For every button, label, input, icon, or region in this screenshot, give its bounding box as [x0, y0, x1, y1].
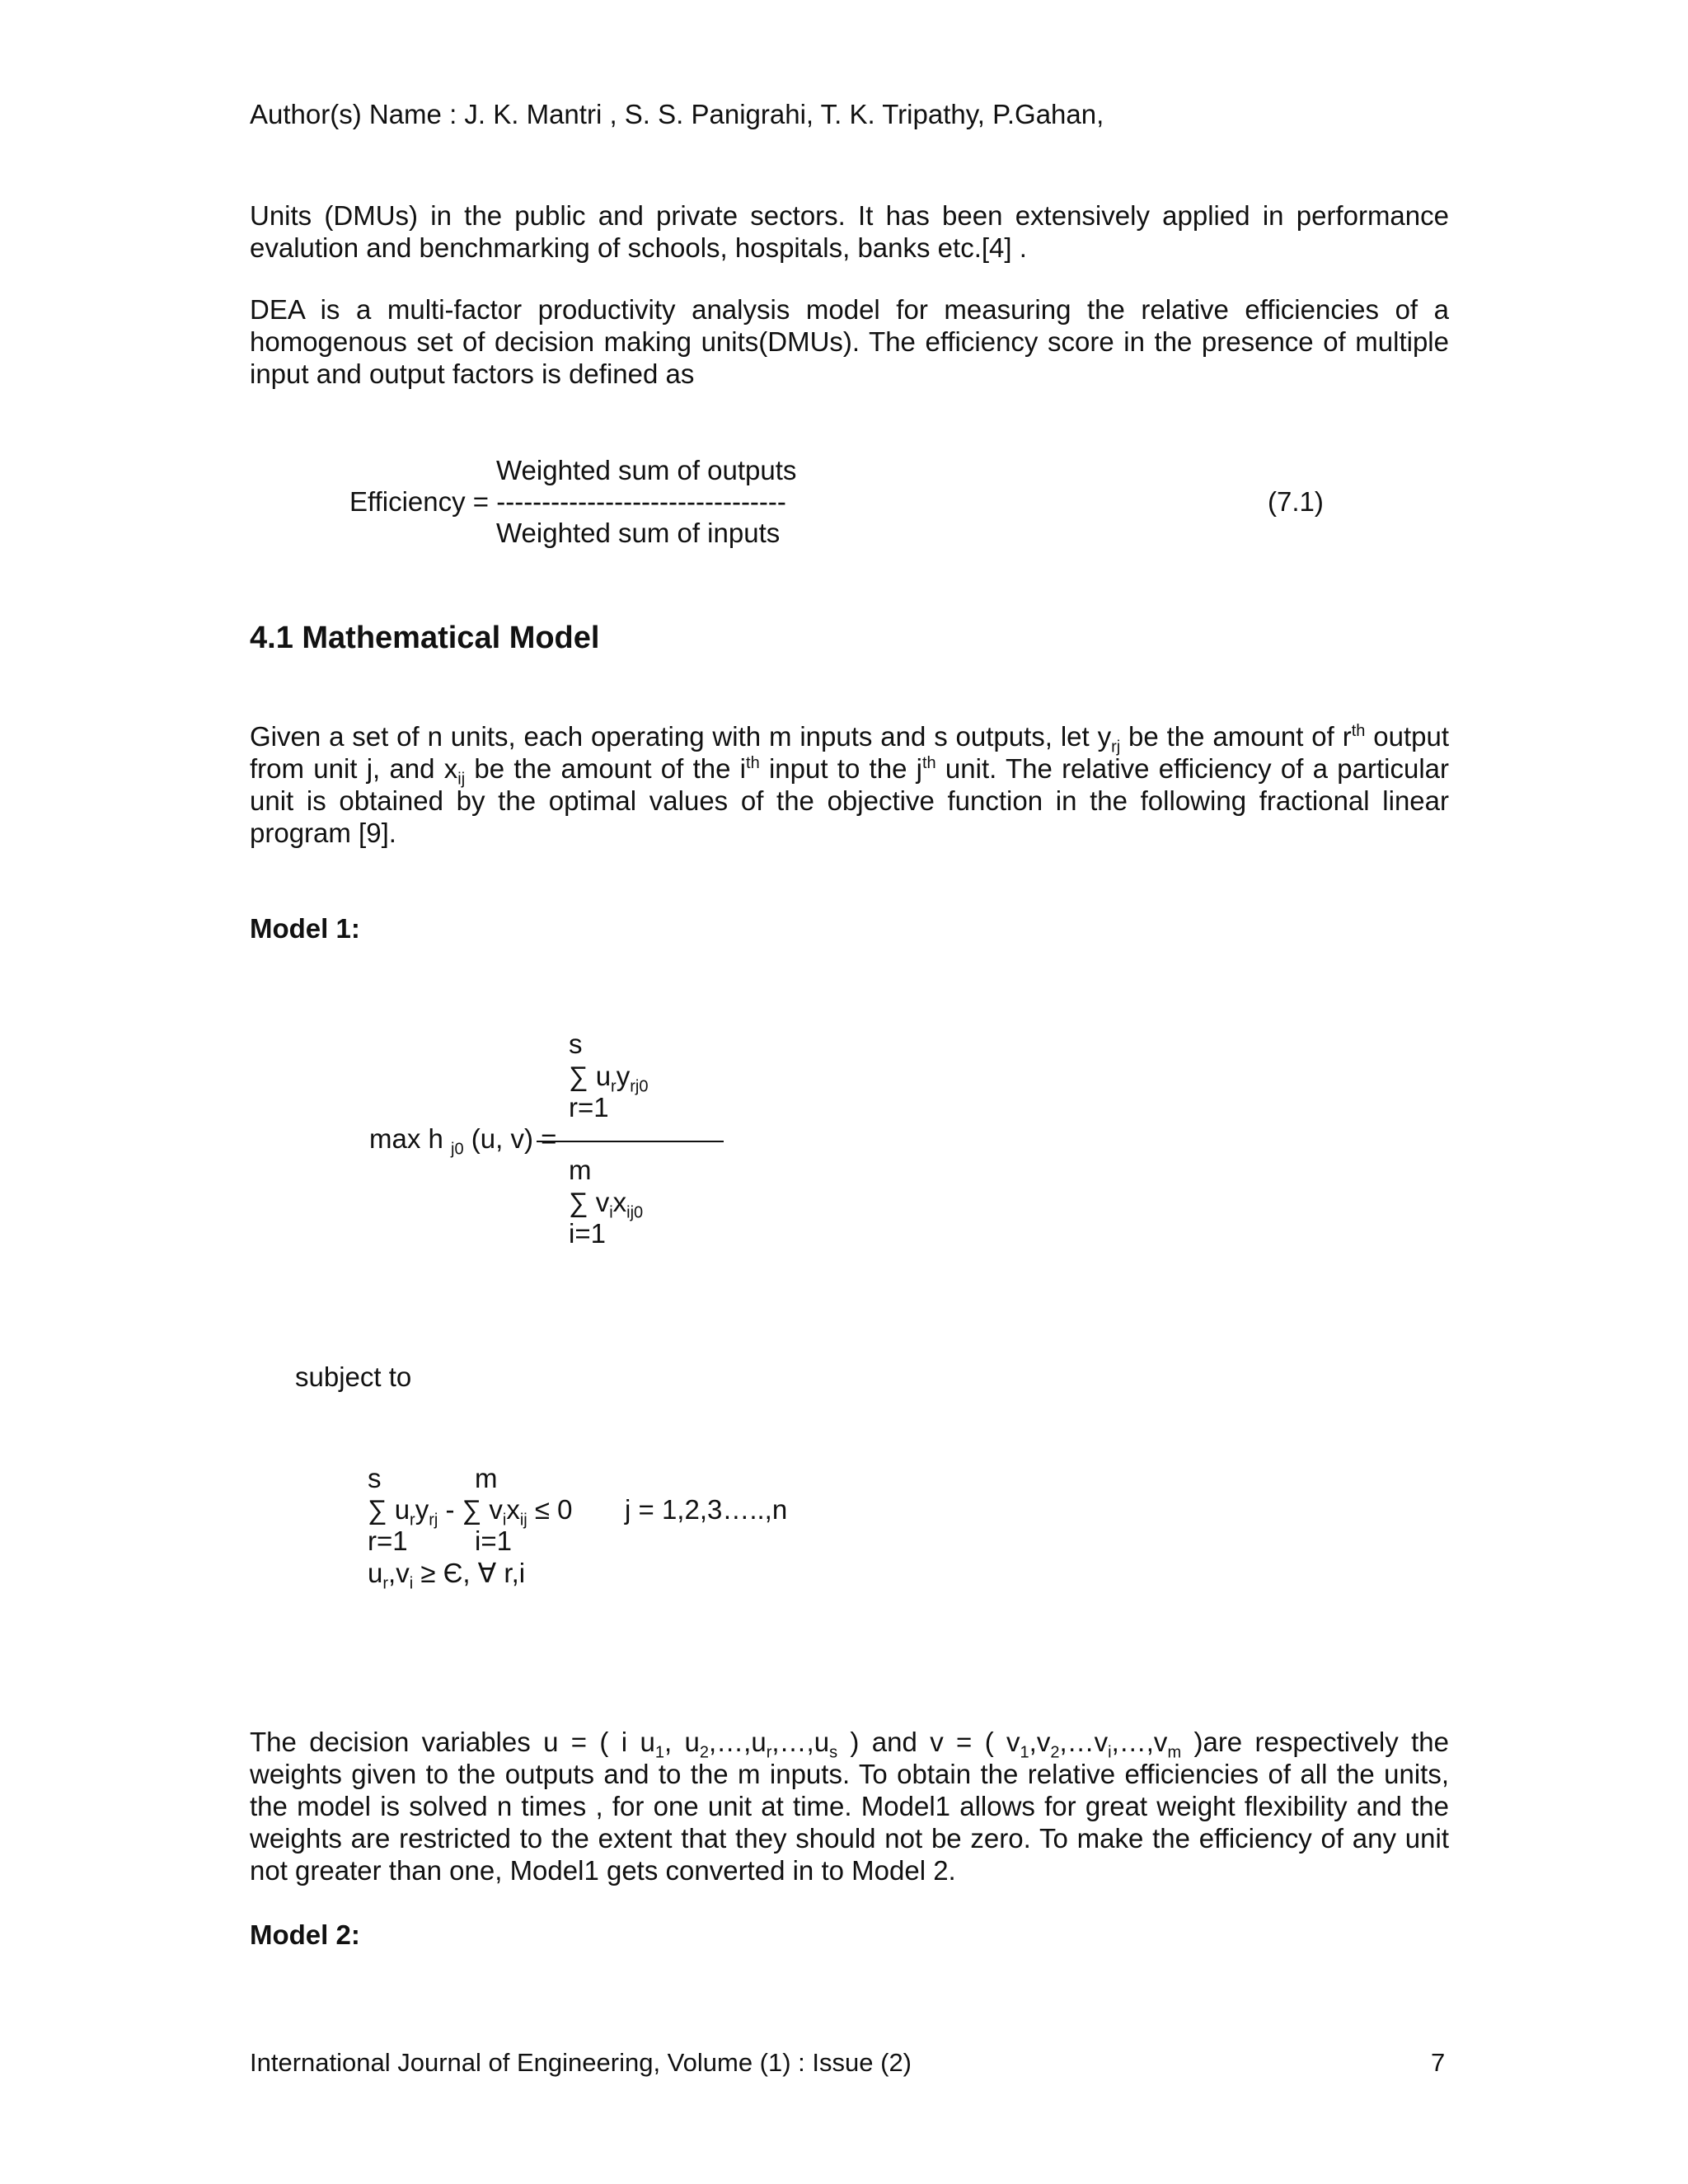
intro-text-1: Units (DMUs) in the public and private sectors. It has been extensively applied in performance evalution and benchmarking of schools, hospitals, banks etc.[4] . — [250, 200, 1449, 263]
objective-lhs: max h $_{j0}$ (u, v) = — [369, 1123, 557, 1159]
intro-paragraph-1 — [250, 200, 1449, 265]
constraint-lower-limit-i: i=1 — [475, 1526, 512, 1556]
constraint-2: $u_r,v_i \ge Є$, ∀ r,i — [368, 1558, 526, 1593]
constraint-1-index-range: j = 1,2,3…..,n — [625, 1494, 788, 1525]
page-number: 7 — [1431, 2048, 1446, 2077]
section-text: Given a set of n units, each operating with m inputs and s outputs, let $y_{rj}$ be the amount of $r^{th}$ output from unit j, and $x_{ij}$ be the amount of the $i^{th}$ input to the $j^{th}$ unit. The relative efficiency of a particular unit is obtained by the optimal values of the objective function in the following fractional linear program [9]. — [250, 721, 1450, 848]
model-1-label: Model 1: — [250, 913, 360, 944]
constraint-1: ∑ $u_ry_{rj}$ - ∑ $v_ix_{ij} \le 0$ — [368, 1494, 573, 1530]
objective-numerator-lower-limit: r=1 — [569, 1092, 609, 1122]
section-heading: 4.1 Mathematical Model — [250, 621, 600, 655]
objective-fraction-bar — [537, 1141, 724, 1142]
section-paragraph — [250, 721, 1449, 850]
intro-text-2: DEA is a multi-factor productivity analysis model for measuring the relative efficiencies of a homogenous set of decision making units(DMUs). The efficiency score in the presence of multiple input and output factors is defined as — [250, 294, 1449, 389]
objective-denominator-lower-limit: i=1 — [569, 1218, 606, 1249]
intro-paragraph-2 — [250, 294, 1449, 391]
objective-denominator-upper-limit: m — [569, 1155, 592, 1185]
footer-journal: International Journal of Engineering, Volume (1) : Issue (2) — [250, 2048, 912, 2077]
subject-to-label: subject to — [295, 1361, 412, 1392]
constraint-upper-limit-s: s — [368, 1463, 382, 1493]
equation-number: (7.1) — [1268, 486, 1324, 517]
model-2-label: Model 2: — [250, 1919, 360, 1950]
constraint-lower-limit-r: r=1 — [368, 1526, 408, 1556]
efficiency-lhs: Efficiency = -------------------------------- — [349, 486, 786, 517]
objective-numerator-sum: ∑ $u_ry_{rj0}$ — [569, 1061, 649, 1096]
objective-numerator-upper-limit: s — [569, 1029, 583, 1059]
constraint-upper-limit-m: m — [475, 1463, 498, 1493]
efficiency-denominator: Weighted sum of inputs — [496, 518, 781, 548]
objective-denominator-sum: ∑ $v_ix_{ij0}$ — [569, 1187, 644, 1222]
decision-variables-paragraph — [250, 1727, 1449, 1887]
author-names: Author(s) Name : J. K. Mantri , S. S. Panigrahi, T. K. Tripathy, P.Gahan, — [250, 99, 1104, 129]
decision-variables-text: The decision variables u = ( i $u_1$, $u_2,\dots,u_r,\dots,u_s$ ) and v = ( $v_1,v_2,\dots v_i,\dots,v_m$ )are respectively the weights given to the outputs and to the m inputs. To obtain the relative efficiencies of all the units, the model is solved n times , for one unit at time. Model1 allows for great weight flexibility and the weights are restricted to the extent that they should not be zero. To make the efficiency of any unit not greater than one, Model1 gets converted in to Model 2. — [250, 1727, 1449, 1886]
efficiency-numerator: Weighted sum of outputs — [496, 455, 797, 485]
